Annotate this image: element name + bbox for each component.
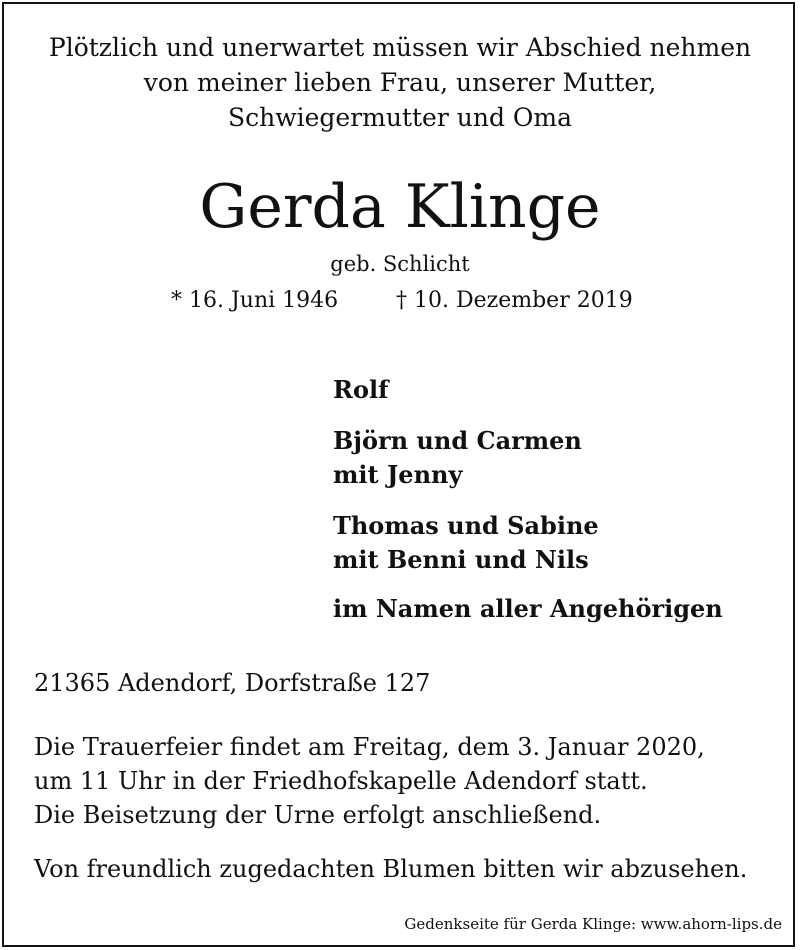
intro-line: von meiner lieben Frau, unserer Mutter, — [143, 68, 657, 97]
flowers-note: Von freundlich zugedachten Blumen bitten wir abzusehen. — [34, 855, 748, 883]
intro-line: Schwiegermutter und Oma — [227, 103, 573, 132]
mourner-line: mit Benni und Nils — [333, 545, 589, 574]
birth-name: geb. Schlicht — [330, 252, 470, 276]
mourner-group — [333, 592, 723, 626]
service-line: um 11 Uhr in der Friedhofskapelle Adendorf statt. — [34, 767, 648, 795]
birth-date: * 16. Juni 1946 — [171, 288, 339, 313]
deceased-name: Gerda Klinge — [199, 172, 601, 242]
mourner-line: Rolf — [333, 375, 389, 404]
mourner-group — [333, 509, 599, 577]
memorial-page-link: Gedenkseite für Gerda Klinge: www.ahorn-lips.de — [404, 915, 782, 933]
intro-text — [0, 30, 800, 135]
mourner-line: im Namen aller Angehörigen — [333, 594, 723, 623]
mourner-group — [333, 373, 388, 407]
mourner-line: mit Jenny — [333, 460, 463, 489]
death-date: † 10. Dezember 2019 — [396, 288, 633, 313]
address: 21365 Adendorf, Dorfstraße 127 — [34, 669, 431, 697]
service-line: Die Beisetzung der Urne erfolgt anschließend. — [34, 801, 602, 829]
intro-line: Plötzlich und unerwartet müssen wir Abschied nehmen — [48, 33, 752, 62]
mourner-group — [333, 424, 582, 492]
mourner-line: Björn und Carmen — [333, 426, 582, 455]
service-info — [34, 730, 705, 832]
service-line: Die Trauerfeier findet am Freitag, dem 3. Januar 2020, — [34, 733, 705, 761]
mourner-line: Thomas und Sabine — [333, 511, 599, 540]
